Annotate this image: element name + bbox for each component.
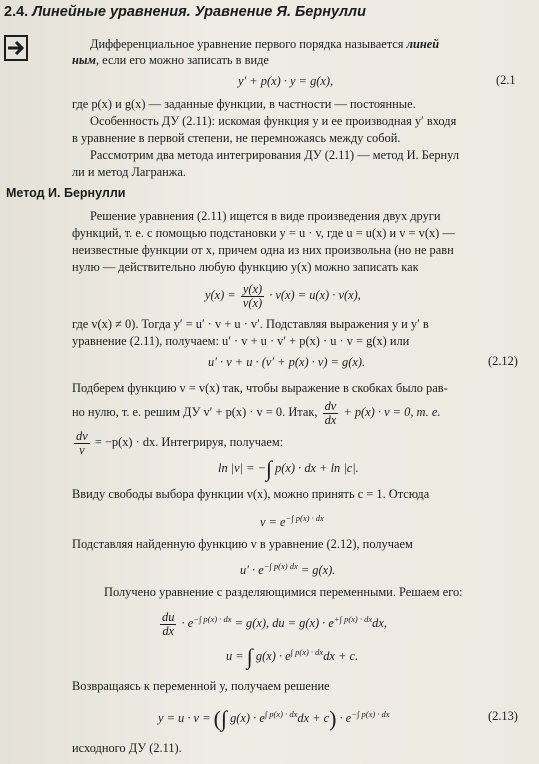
subsection-heading: Метод И. Бернулли xyxy=(6,186,126,200)
equation-separable: $\frac{du}{dx}$ · $e^{-\int p(x) \cdot dx} = g(x)$, du = $g(x) \cdot e^{+\int p(x) \cdot dx}dx$, xyxy=(162,609,387,638)
text-line: Рассмотрим два метода интегрирования ДУ (2.11) — метод И. Бернул xyxy=(90,148,460,162)
equation-y-uv: y(x) = $\frac{y(x)}{v(x)}$ · v(x) = u(x) · v(x), xyxy=(205,281,361,310)
text-line: где v(x) ≠ 0). Тогда y′ = u′ · v + u · v′. Подставляя выражения y и y′ в xyxy=(72,317,429,331)
fraction: $\frac{dv}{dx}$ xyxy=(324,398,337,427)
text-line: Решение уравнения (2.11) ищется в виде произведения двух други xyxy=(90,209,441,223)
equation-number: (2.1 xyxy=(496,73,516,87)
text-line: ли и метод Лагранжа. xyxy=(72,165,186,179)
text-line: Подберем функцию v = v(x) так, чтобы выражение в скобках было рав- xyxy=(72,381,448,395)
text-line: Особенность ДУ (2.11): искомая функция y и ее производная y′ входя xyxy=(90,114,457,128)
equation-u-prime: $u' \cdot e^{-\int p(x) dx} = g(x)$. xyxy=(240,561,336,577)
equation-2-12: u′ · v + u · (v′ + p(x) · v) = g(x). xyxy=(208,355,366,369)
text-line: Ввиду свободы выбора функции v(x), можно принять c = 1. Отсюда xyxy=(72,487,430,501)
fraction: $\frac{du}{dx}$ xyxy=(162,609,175,638)
section-title: Линейные уравнения. Уравнение Я. Бернулли xyxy=(32,4,366,20)
text-line: уравнение (2.11), получаем: u′ · v + u · v′ + p(x) · u · v = g(x) или xyxy=(72,334,410,348)
equation-v: $v = e^{-\int p(x) \cdot dx}$ xyxy=(260,513,324,529)
text-line: Получено уравнение с разделяющимися переменными. Решаем его: xyxy=(104,585,463,599)
text-line: $\frac{dv}{v}$ = −p(x) · dx. Интегрируя, получаем: xyxy=(76,428,284,457)
term-linear: линей xyxy=(406,37,440,51)
section-number: 2.4. xyxy=(4,4,29,20)
text-line: в уравнение в первой степени, не перемножаясь между собой. xyxy=(72,131,401,145)
text-line: нулю — действительно любую функцию y(x) можно записать как xyxy=(72,260,419,274)
equation-u: u = ∫ $g(x) \cdot e^{\int p(x) \cdot dx}dx + c$. xyxy=(226,644,359,669)
text-line: но нулю, т. е. решим ДУ v′ + p(x) · v = 0. Итак, $\frac{dv}{dx}$ + p(x) · v = 0, т. е. xyxy=(72,398,441,427)
text-line: Возвращаясь к переменной y, получаем решение xyxy=(72,679,330,693)
equation-number: (2.13) xyxy=(488,709,518,723)
text-line: неизвестные функции от x, причем одна из них произвольна (но не равн xyxy=(72,243,454,257)
arrow-into-box-icon xyxy=(4,34,30,62)
fraction: $\frac{dv}{v}$ xyxy=(76,428,88,457)
text-line: где p(x) и g(x) — заданные функции, в частности — постоянные. xyxy=(72,97,416,111)
text-line: ным, если его можно записать в виде xyxy=(72,53,269,67)
equation-2-13: y = u · v = (∫ $g(x) \cdot e^{\int p(x) \cdot dx}dx + c) \cdot e^{-\int p(x) \cdot dx}$ xyxy=(158,706,390,731)
section-heading xyxy=(4,4,366,20)
text-line: Дифференциальное уравнение первого порядка называется линей xyxy=(90,37,440,51)
text-line: функций, т. е. с помощью подстановки y = u · v, где u = u(x) и v = v(x) — xyxy=(72,226,455,240)
equation-number: (2.12) xyxy=(488,354,518,368)
fraction: $\frac{y(x)}{v(x)}$ xyxy=(242,281,263,310)
text-line: исходного ДУ (2.11). xyxy=(72,741,182,755)
text-line: Подставляя найденную функцию v в уравнение (2.12), получаем xyxy=(72,537,413,551)
equation-2-11: y′ + p(x) · y = g(x), xyxy=(238,74,334,88)
equation-ln-v: ln |v| = −∫ p(x) · dx + ln |c|. xyxy=(218,456,359,481)
